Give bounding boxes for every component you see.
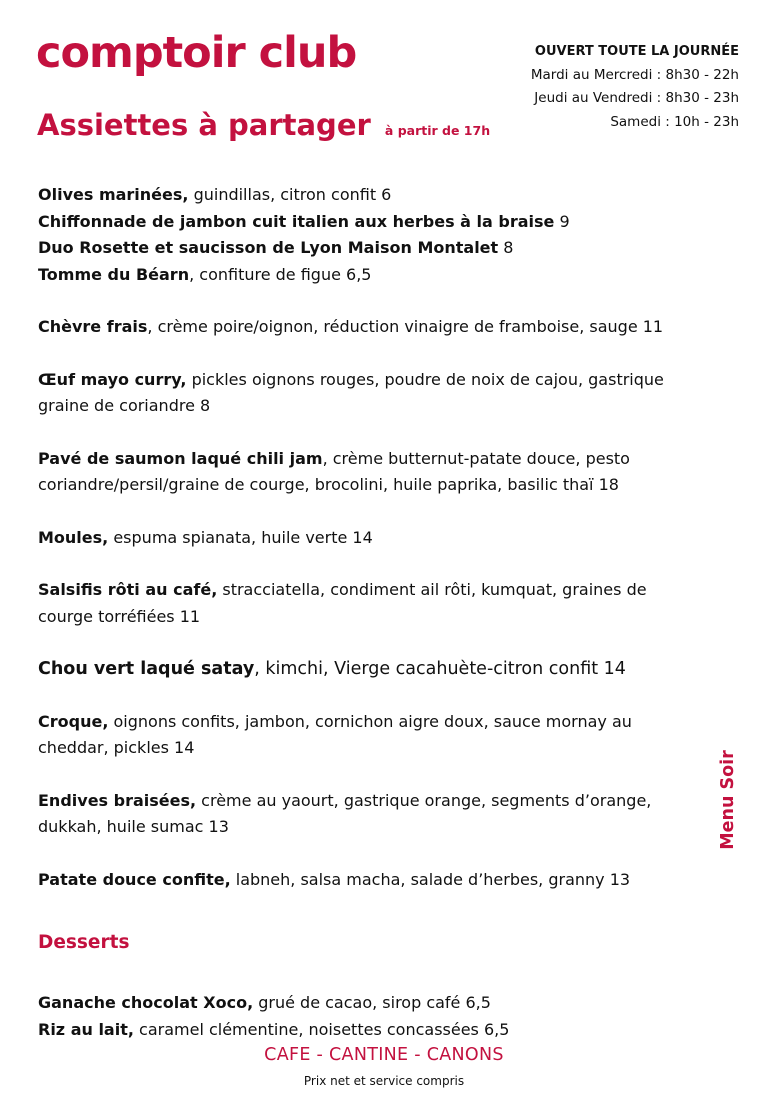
menu-item xyxy=(38,235,698,262)
menu-item xyxy=(38,446,698,499)
desserts-title: Desserts xyxy=(38,932,130,953)
menu-item-desc: pickles oignons rouges, poudre de noix de cajou, gastrique graine de coriandre 8 xyxy=(38,369,664,415)
dessert-item xyxy=(38,990,698,1017)
menu-item-desc: crème au yaourt, gastrique orange, segments d’orange, dukkah, huile sumac 13 xyxy=(38,790,652,836)
dessert-item-name: Riz au lait, xyxy=(38,1019,134,1039)
footer-note: Prix net et service compris xyxy=(303,1074,465,1088)
menu-item-name: Patate douce confite, xyxy=(38,869,231,889)
menu-list xyxy=(38,182,698,893)
menu-item xyxy=(38,367,698,420)
menu-item xyxy=(38,577,698,630)
hours-line: Mardi au Mercredi : 8h30 - 22h xyxy=(530,66,739,83)
menu-item xyxy=(38,262,698,289)
menu-item-desc: espuma spianata, huile verte 14 xyxy=(108,527,373,547)
menu-item xyxy=(38,788,698,841)
menu-item-name: Croque, xyxy=(38,711,109,731)
dessert-item-name: Ganache chocolat Xoco, xyxy=(38,993,254,1012)
menu-item-name: Moules, xyxy=(38,527,109,547)
menu-item-name: Œuf mayo curry, xyxy=(38,369,187,389)
hours-title: OUVERT TOUTE LA JOURNÉE xyxy=(534,44,739,59)
menu-item-name: Chiffonnade de jambon cuit italien aux herbes à la braise xyxy=(38,211,555,231)
desserts-list xyxy=(38,990,698,1043)
hours-line: Samedi : 10h - 23h xyxy=(610,113,739,130)
menu-item xyxy=(38,182,698,209)
menu-item xyxy=(38,209,698,236)
menu-item-name: Tomme du Béarn xyxy=(38,264,190,284)
menu-item xyxy=(38,314,698,341)
dessert-item-desc: caramel clémentine, noisettes concassées 6,5 xyxy=(133,1019,510,1039)
menu-soir-label xyxy=(716,752,740,848)
menu-item-desc: 8 xyxy=(498,238,514,257)
menu-item xyxy=(38,867,698,894)
menu-item-desc: labneh, salsa macha, salade d’herbes, granny 13 xyxy=(230,869,631,889)
footer-tagline: CAFE - CANTINE - CANONS xyxy=(264,1045,504,1065)
menu-item xyxy=(38,709,698,762)
menu-item-desc: , crème butternut-patate douce, pesto coriandre/persil/graine de courge, brocolini, huile paprika, basilic thaï 18 xyxy=(38,448,630,494)
menu-item-desc: stracciatella, condiment ail rôti, kumquat, graines de courge torréfiées 11 xyxy=(38,580,647,626)
menu-item-desc: guindillas, citron confit 6 xyxy=(188,185,392,204)
opening-hours xyxy=(531,40,739,134)
section-title xyxy=(37,108,490,143)
menu-item-name: Pavé de saumon laqué chili jam xyxy=(38,448,323,468)
menu-item-name: Olives marinées, xyxy=(38,185,189,204)
dessert-item-desc: grué de cacao, sirop café 6,5 xyxy=(253,993,491,1012)
menu-item-desc: , kimchi, Vierge cacahuète-citron confit 14 xyxy=(254,659,626,679)
menu-item-name: Chèvre frais xyxy=(38,317,148,336)
menu-item-desc: , confiture de figue 6,5 xyxy=(189,264,372,284)
section-subtitle: à partir de 17h xyxy=(384,123,491,138)
section-title-text: Assiettes à partager xyxy=(37,108,371,142)
menu-item-desc: 9 xyxy=(554,211,570,231)
dessert-item xyxy=(38,1017,698,1044)
menu-item-name: Duo Rosette et saucisson de Lyon Maison Montalet xyxy=(38,238,499,257)
menu-item-name: Chou vert laqué satay xyxy=(38,659,255,679)
menu-item xyxy=(38,656,698,683)
brand-logo: comptoir club xyxy=(36,28,357,78)
menu-item xyxy=(38,525,698,552)
side-label-text: Menu Soir xyxy=(718,750,738,850)
menu-item-desc: oignons confits, jambon, cornichon aigre doux, sauce mornay au cheddar, pickles 14 xyxy=(38,711,632,757)
hours-line: Jeudi au Vendredi : 8h30 - 23h xyxy=(534,90,739,106)
menu-item-name: Salsifis rôti au café, xyxy=(38,580,218,599)
menu-item-desc: , crème poire/oignon, réduction vinaigre de framboise, sauge 11 xyxy=(147,317,664,336)
menu-item-name: Endives braisées, xyxy=(38,790,197,810)
